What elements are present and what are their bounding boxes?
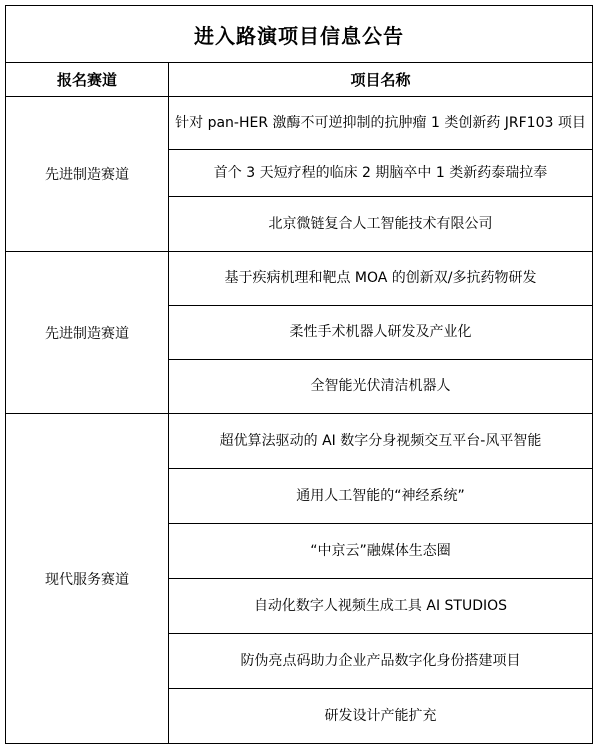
project-cell: 超优算法驱动的 AI 数字分身视频交互平台-风平智能 — [169, 414, 593, 469]
header-row — [6, 63, 593, 97]
project-cell: 研发设计产能扩充 — [169, 689, 593, 744]
title-row — [6, 6, 593, 63]
project-cell: 柔性手术机器人研发及产业化 — [169, 306, 593, 360]
project-notice-table — [5, 5, 593, 744]
table-row — [6, 414, 593, 469]
project-cell: 针对 pan-HER 激酶不可逆抑制的抗肿瘤 1 类创新药 JRF103 项目 — [169, 97, 593, 150]
track-cell: 现代服务赛道 — [6, 414, 169, 744]
table-row — [6, 97, 593, 150]
project-cell: 自动化数字人视频生成工具 AI STUDIOS — [169, 579, 593, 634]
project-cell: 北京微链复合人工智能技术有限公司 — [169, 197, 593, 252]
track-cell: 先进制造赛道 — [6, 252, 169, 414]
project-cell: 防伪亮点码助力企业产品数字化身份搭建项目 — [169, 634, 593, 689]
track-cell: 先进制造赛道 — [6, 97, 169, 252]
project-cell: 首个 3 天短疗程的临床 2 期脑卒中 1 类新药泰瑞拉奉 — [169, 150, 593, 197]
project-cell: “中京云”融媒体生态圈 — [169, 524, 593, 579]
column-header-project: 项目名称 — [169, 63, 593, 97]
page-title: 进入路演项目信息公告 — [6, 6, 593, 63]
project-cell: 基于疾病机理和靶点 MOA 的创新双/多抗药物研发 — [169, 252, 593, 306]
column-header-track: 报名赛道 — [6, 63, 169, 97]
table-row — [6, 252, 593, 306]
project-cell: 通用人工智能的“神经系统” — [169, 469, 593, 524]
project-cell: 全智能光伏清洁机器人 — [169, 360, 593, 414]
